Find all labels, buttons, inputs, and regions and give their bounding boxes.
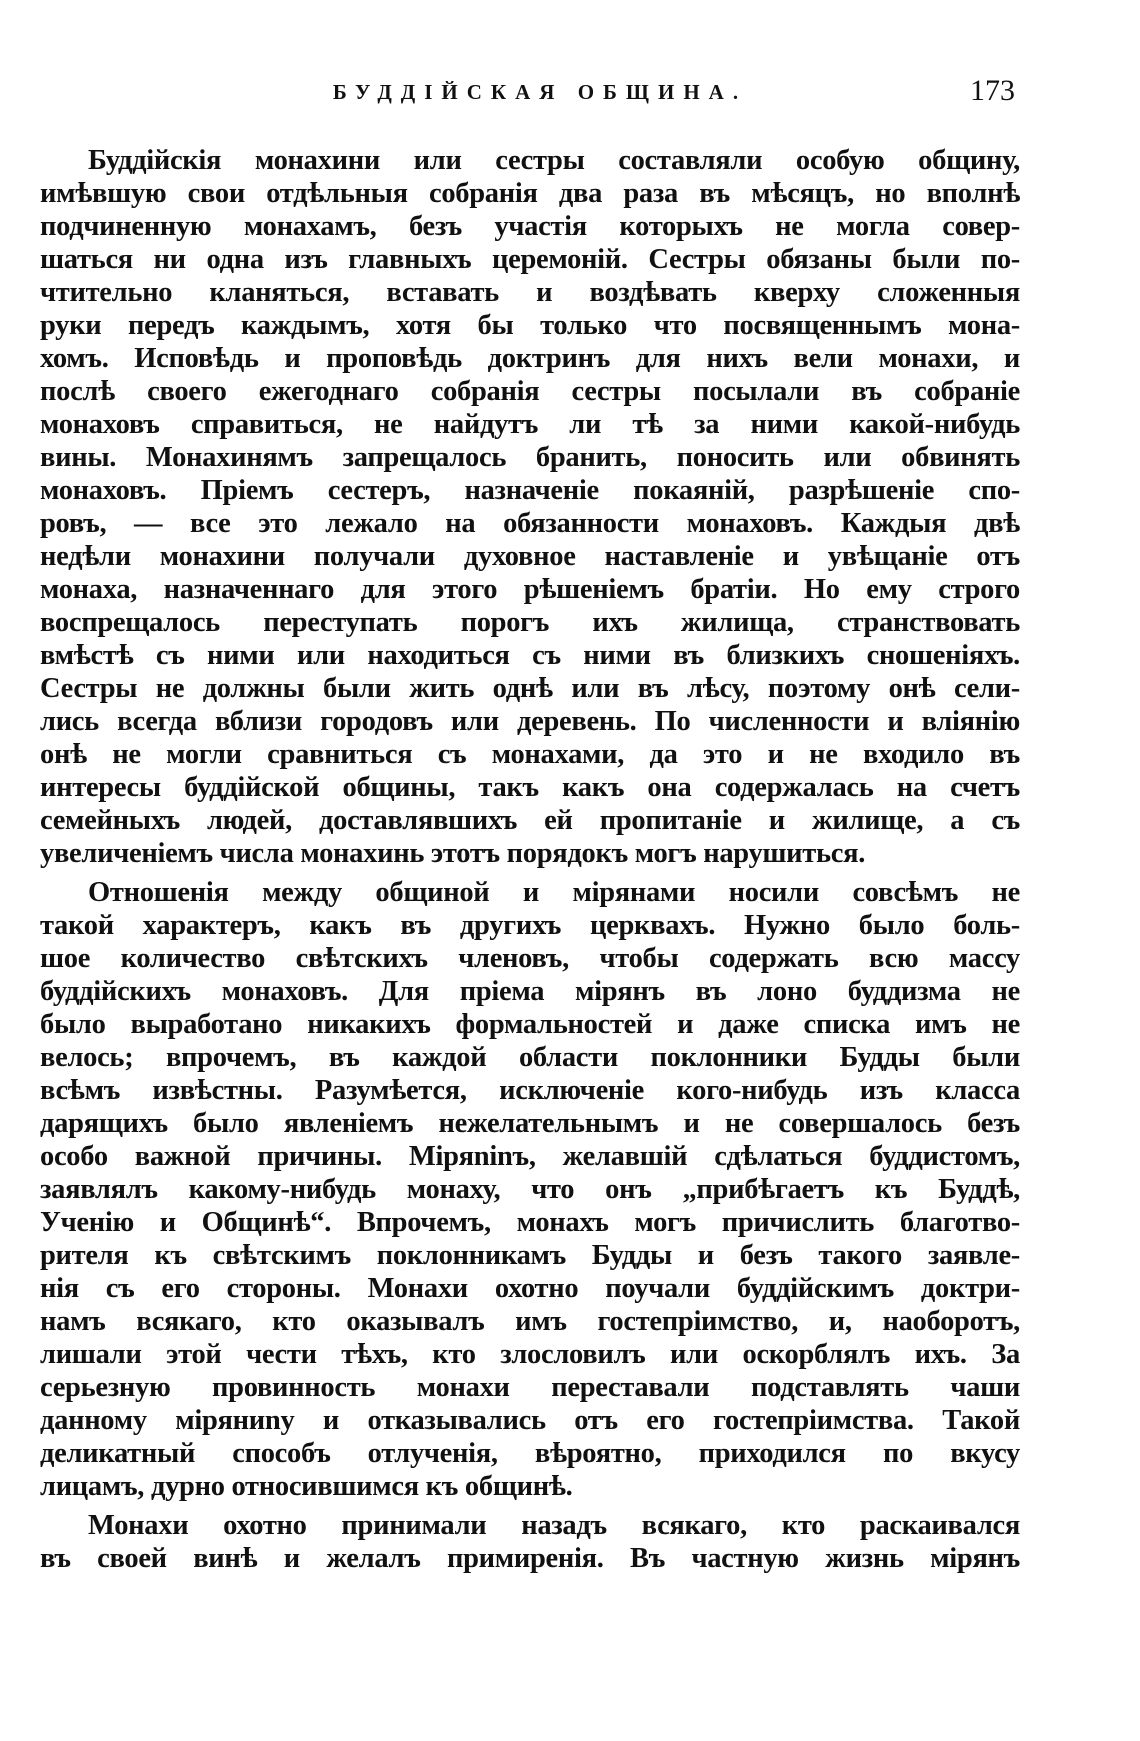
- text-line: монаха, назначеннаго для этого рѣшеніемъ братіи. Но ему строго: [40, 574, 1020, 605]
- text-line: въ своей винѣ и желалъ примиренія. Въ частную жизнь мірянъ: [40, 1543, 1020, 1574]
- text-line: рителя къ свѣтскимъ поклонникамъ Будды и безъ такого заявле-: [40, 1240, 1020, 1271]
- page-number: 173: [970, 74, 1015, 107]
- text-line: лицамъ, дурно относившимся къ общинѣ.: [40, 1471, 573, 1502]
- text-line: лишали этой чести тѣхъ, кто злословилъ или оскорблялъ ихъ. За: [40, 1339, 1020, 1370]
- text-line: воспрещалось переступать порогъ ихъ жилища, странствовать: [40, 607, 1020, 638]
- text-line: намъ всякаго, кто оказывалъ имъ гостепріимство, и, наоборотъ,: [40, 1306, 1020, 1337]
- text-line: монаховъ. Пріемъ сестеръ, назначеніе покаяній, разрѣшеніе спо-: [40, 475, 1020, 506]
- text-line: чтительно кланяться, вставать и воздѣвать кверху сложенныя: [40, 277, 1020, 308]
- text-line: руки передъ каждымъ, хотя бы только что посвященнымъ мона-: [40, 310, 1020, 341]
- paragraph-2: [40, 876, 1020, 1503]
- text-line: дарящихъ было явленіемъ нежелательнымъ и не совершалось безъ: [40, 1108, 1020, 1139]
- text-line: лись всегда вблизи городовъ или деревень. По численности и вліянію: [40, 706, 1020, 737]
- text-line: серьезную провинность монахи переставали подставлять чаши: [40, 1372, 1020, 1403]
- text-line: ровъ, — все это лежало на обязанности монаховъ. Каждыя двѣ: [40, 508, 1020, 539]
- text-line: Монахи охотно принимали назадъ всякаго, кто раскаивался: [88, 1510, 1020, 1541]
- text-line: онѣ не могли сравниться съ монахами, да это и не входило въ: [40, 739, 1020, 770]
- paragraph-1: [40, 144, 1020, 870]
- text-line: имѣвшую свои отдѣльныя собранія два раза въ мѣсяцъ, но вполнѣ: [40, 178, 1020, 209]
- text-line: велось; впрочемъ, въ каждой области поклонники Будды были: [40, 1042, 1020, 1073]
- paragraph-3: [40, 1509, 1020, 1575]
- text-line: было выработано никакихъ формальностей и даже списка имъ не: [40, 1009, 1020, 1040]
- running-title: БУДДІЙСКАЯ ОБЩИНА.: [332, 80, 748, 104]
- text-line: шое количество свѣтскихъ членовъ, чтобы содержать всю массу: [40, 943, 1020, 974]
- text-line: нія съ его стороны. Монахи охотно поучали буддійскимъ доктри-: [40, 1273, 1020, 1304]
- text-line: интересы буддійской общины, такъ какъ она содержалась на счетъ: [40, 772, 1020, 803]
- body-text: [40, 144, 1020, 1575]
- text-line: семейныхъ людей, доставлявшихъ ей пропитаніе и жилище, а съ: [40, 805, 1020, 836]
- text-line: буддійскихъ монаховъ. Для пріема мірянъ въ лоно буддизма не: [40, 976, 1020, 1007]
- text-line: вины. Монахинямъ запрещалось бранить, поносить или обвинять: [40, 442, 1020, 473]
- text-line: деликатный способъ отлученія, вѣроятно, приходился по вкусу: [40, 1438, 1020, 1469]
- text-line: недѣли монахини получали духовное наставленіе и увѣщаніе отъ: [40, 541, 1020, 572]
- text-line: заявлялъ какому-нибудь монаху, что онъ „прибѣгаетъ къ Буддѣ,: [40, 1174, 1020, 1205]
- text-line: хомъ. Исповѣдь и проповѣдь доктринъ для нихъ вели монахи, и: [40, 343, 1020, 374]
- text-line: подчиненную монахамъ, безъ участія которыхъ не могла совер-: [40, 211, 1020, 242]
- text-line: такой характеръ, какъ въ другихъ церквахъ. Нужно было боль-: [40, 910, 1020, 941]
- text-line: увеличеніемъ числа монахинь этотъ порядокъ могъ нарушиться.: [40, 838, 866, 869]
- text-line: Ученію и Общинѣ“. Впрочемъ, монахъ могъ причислить благотво-: [40, 1207, 1020, 1238]
- text-line: шаться ни одна изъ главныхъ церемоній. Сестры обязаны были по-: [40, 244, 1020, 275]
- text-line: послѣ своего ежегоднаго собранія сестры посылали въ собраніе: [40, 376, 1020, 407]
- text-line: Буддійскія монахини или сестры составляли особую общину,: [88, 145, 1020, 176]
- text-line: всѣмъ извѣстны. Разумѣется, исключеніе кого-нибудь изъ класса: [40, 1075, 1020, 1106]
- text-line: Отношенія между общиной и мірянами носили совсѣмъ не: [88, 877, 1020, 908]
- text-line: Сестры не должны были жить однѣ или въ лѣсу, поэтому онѣ сели-: [40, 673, 1020, 704]
- text-line: особо важной причины. Міряninъ, желавшій сдѣлаться буддистомъ,: [40, 1141, 1020, 1172]
- text-line: монаховъ справиться, не найдутъ ли тѣ за ними какой-нибудь: [40, 409, 1020, 440]
- running-head: [40, 74, 1040, 114]
- text-line: вмѣстѣ съ ними или находиться съ ними въ близкихъ сношеніяхъ.: [40, 640, 1020, 671]
- text-line: данному міряниnу и отказывались отъ его гостепріимства. Такой: [40, 1405, 1020, 1436]
